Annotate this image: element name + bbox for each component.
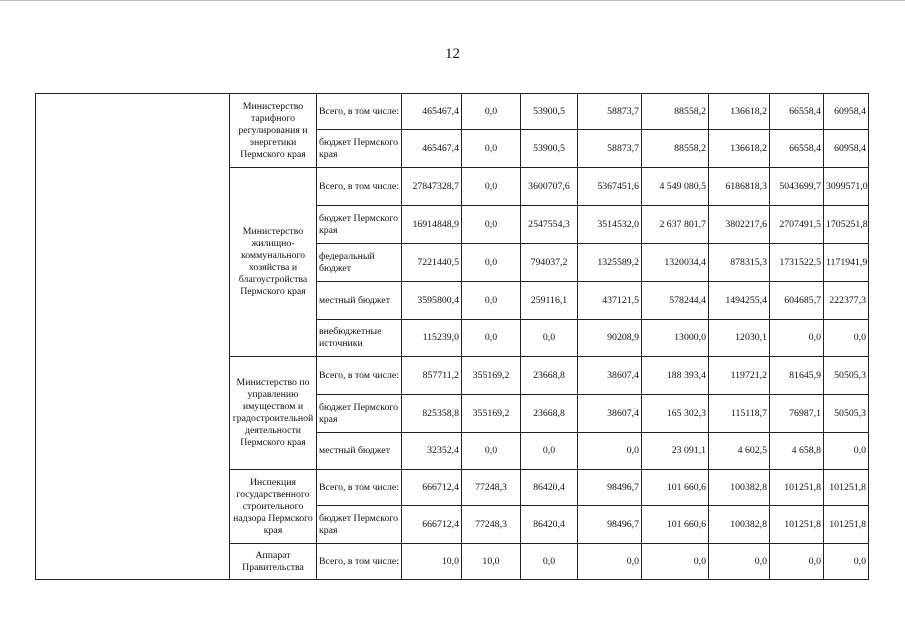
funding-source-cell: бюджет Пермского края	[317, 506, 402, 544]
amount-cell: 0,0	[462, 282, 521, 320]
amount-cell: 222377,3	[824, 282, 869, 320]
budget-table	[35, 93, 869, 580]
amount-cell: 666712,4	[402, 506, 462, 544]
amount-cell: 0,0	[824, 320, 869, 357]
funding-source-cell: бюджет Пермского края	[317, 130, 402, 168]
amount-cell: 66558,4	[770, 130, 824, 168]
amount-cell: 3600707,6	[521, 168, 578, 206]
amount-cell: 1325589,2	[578, 244, 642, 282]
amount-cell: 136618,2	[709, 94, 770, 130]
amount-cell: 3099571,0	[824, 168, 869, 206]
amount-cell: 86420,4	[521, 506, 578, 544]
amount-cell: 101 660,6	[642, 506, 709, 544]
amount-cell: 50505,3	[824, 395, 869, 433]
amount-cell: 60958,4	[824, 130, 869, 168]
amount-cell: 77248,3	[462, 506, 521, 544]
amount-cell: 23668,8	[521, 357, 578, 395]
amount-cell: 6186818,3	[709, 168, 770, 206]
amount-cell: 878315,3	[709, 244, 770, 282]
amount-cell: 86420,4	[521, 470, 578, 506]
amount-cell: 4 658,8	[770, 433, 824, 470]
amount-cell: 27847328,7	[402, 168, 462, 206]
amount-cell: 81645,9	[770, 357, 824, 395]
amount-cell: 12030,1	[709, 320, 770, 357]
amount-cell: 0,0	[709, 544, 770, 580]
amount-cell: 259116,1	[521, 282, 578, 320]
amount-cell: 101251,8	[770, 470, 824, 506]
amount-cell: 23 091,1	[642, 433, 709, 470]
amount-cell: 355169,2	[462, 395, 521, 433]
amount-cell: 3595800,4	[402, 282, 462, 320]
funding-source-cell: местный бюджет	[317, 433, 402, 470]
funding-source-cell: бюджет Пермского края	[317, 395, 402, 433]
amount-cell: 437121,5	[578, 282, 642, 320]
amount-cell: 0,0	[578, 433, 642, 470]
amount-cell: 100382,8	[709, 470, 770, 506]
amount-cell: 0,0	[462, 130, 521, 168]
amount-cell: 0,0	[462, 168, 521, 206]
amount-cell: 101251,8	[770, 506, 824, 544]
funding-source-cell: Всего, в том числе:	[317, 544, 402, 580]
amount-cell: 100382,8	[709, 506, 770, 544]
amount-cell: 794037,2	[521, 244, 578, 282]
funding-source-cell: Всего, в том числе:	[317, 357, 402, 395]
amount-cell: 77248,3	[462, 470, 521, 506]
amount-cell: 4 602,5	[709, 433, 770, 470]
amount-cell: 23668,8	[521, 395, 578, 433]
amount-cell: 119721,2	[709, 357, 770, 395]
amount-cell: 857711,2	[402, 357, 462, 395]
amount-cell: 38607,4	[578, 357, 642, 395]
amount-cell: 76987,1	[770, 395, 824, 433]
organization-cell: Министерство жилищно-коммунального хозяйства и благоустройства Пермского края	[230, 168, 317, 357]
amount-cell: 98496,7	[578, 506, 642, 544]
amount-cell: 60958,4	[824, 94, 869, 130]
amount-cell: 16914848,9	[402, 206, 462, 244]
amount-cell: 1320034,4	[642, 244, 709, 282]
amount-cell: 7221440,5	[402, 244, 462, 282]
funding-source-cell: местный бюджет	[317, 282, 402, 320]
amount-cell: 825358,8	[402, 395, 462, 433]
amount-cell: 1731522,5	[770, 244, 824, 282]
amount-cell: 0,0	[770, 320, 824, 357]
amount-cell: 101251,8	[824, 506, 869, 544]
funding-source-cell: бюджет Пермского края	[317, 206, 402, 244]
amount-cell: 0,0	[462, 244, 521, 282]
amount-cell: 0,0	[521, 433, 578, 470]
amount-cell: 53900,5	[521, 94, 578, 130]
amount-cell: 355169,2	[462, 357, 521, 395]
funding-source-cell: Всего, в том числе:	[317, 94, 402, 130]
amount-cell: 58873,7	[578, 130, 642, 168]
amount-cell: 101251,8	[824, 470, 869, 506]
funding-source-cell: Всего, в том числе:	[317, 470, 402, 506]
amount-cell: 5367451,6	[578, 168, 642, 206]
amount-cell: 90208,9	[578, 320, 642, 357]
amount-cell: 465467,4	[402, 130, 462, 168]
amount-cell: 50505,3	[824, 357, 869, 395]
organization-cell: Аппарат Правительства	[230, 544, 317, 580]
table-row	[36, 94, 869, 130]
amount-cell: 0,0	[521, 320, 578, 357]
amount-cell: 0,0	[462, 320, 521, 357]
funding-source-cell: внебюджетные источники	[317, 320, 402, 357]
organization-cell: Министерство тарифного регулирования и энергетики Пермского края	[230, 94, 317, 168]
amount-cell: 136618,2	[709, 130, 770, 168]
page-number: 12	[445, 46, 460, 62]
amount-cell: 604685,7	[770, 282, 824, 320]
amount-cell: 465467,4	[402, 94, 462, 130]
amount-cell: 115239,0	[402, 320, 462, 357]
amount-cell: 58873,7	[578, 94, 642, 130]
amount-cell: 3802217,6	[709, 206, 770, 244]
amount-cell: 88558,2	[642, 130, 709, 168]
amount-cell: 1705251,8	[824, 206, 869, 244]
amount-cell: 1171941,9	[824, 244, 869, 282]
amount-cell: 88558,2	[642, 94, 709, 130]
amount-cell: 66558,4	[770, 94, 824, 130]
amount-cell: 10,0	[402, 544, 462, 580]
amount-cell: 165 302,3	[642, 395, 709, 433]
amount-cell: 1494255,4	[709, 282, 770, 320]
funding-source-cell: Всего, в том числе:	[317, 168, 402, 206]
amount-cell: 101 660,6	[642, 470, 709, 506]
amount-cell: 13000,0	[642, 320, 709, 357]
funding-source-cell: федеральный бюджет	[317, 244, 402, 282]
amount-cell: 32352,4	[402, 433, 462, 470]
blank-column-cell	[36, 94, 230, 580]
amount-cell: 5043699,7	[770, 168, 824, 206]
amount-cell: 0,0	[462, 94, 521, 130]
amount-cell: 0,0	[462, 433, 521, 470]
amount-cell: 0,0	[462, 206, 521, 244]
organization-cell: Инспекция государственного строительного надзора Пермского края	[230, 470, 317, 544]
amount-cell: 0,0	[521, 544, 578, 580]
amount-cell: 98496,7	[578, 470, 642, 506]
amount-cell: 666712,4	[402, 470, 462, 506]
amount-cell: 3514532,0	[578, 206, 642, 244]
amount-cell: 2707491,5	[770, 206, 824, 244]
amount-cell: 0,0	[578, 544, 642, 580]
top-rule	[0, 0, 905, 1]
amount-cell: 38607,4	[578, 395, 642, 433]
organization-cell: Министерство по управлению имуществом и градостроительной деятельности Пермского края	[230, 357, 317, 470]
amount-cell: 115118,7	[709, 395, 770, 433]
amount-cell: 2547554,3	[521, 206, 578, 244]
amount-cell: 0,0	[824, 433, 869, 470]
amount-cell: 2 637 801,7	[642, 206, 709, 244]
amount-cell: 53900,5	[521, 130, 578, 168]
amount-cell: 0,0	[770, 544, 824, 580]
amount-cell: 10,0	[462, 544, 521, 580]
amount-cell: 4 549 080,5	[642, 168, 709, 206]
amount-cell: 0,0	[824, 544, 869, 580]
amount-cell: 578244,4	[642, 282, 709, 320]
amount-cell: 188 393,4	[642, 357, 709, 395]
amount-cell: 0,0	[642, 544, 709, 580]
